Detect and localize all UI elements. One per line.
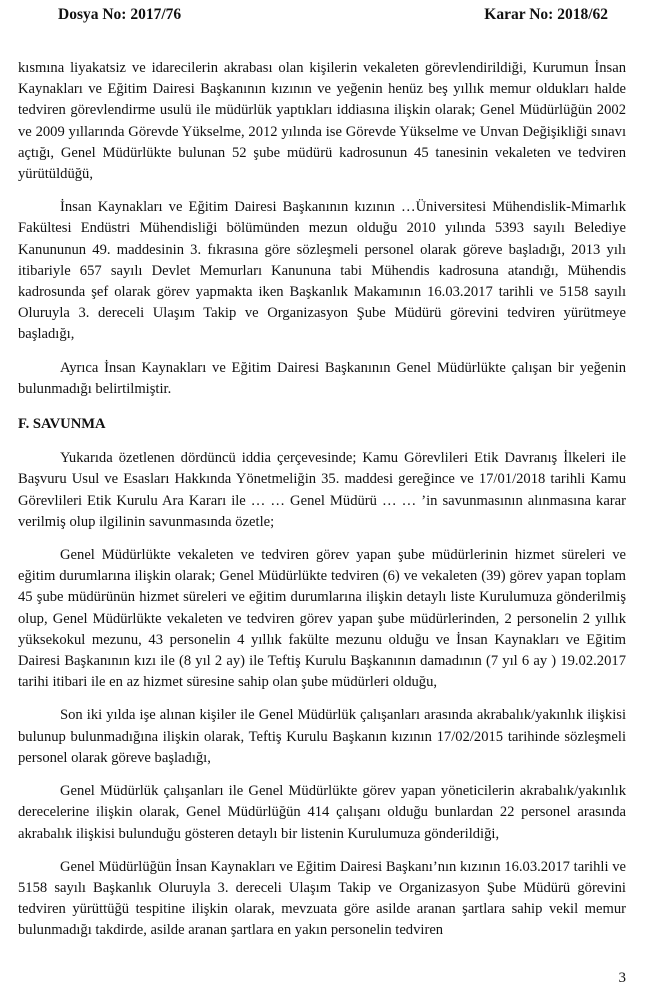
paragraph: İnsan Kaynakları ve Eğitim Dairesi Başkanının kızının …Üniversitesi Mühendislik-Mimarlık Fakültesi Endüstri Mühendisliği bölümünden mezun olduğu 2010 yılında 5393 sayılı Belediye Kanununun 49. maddesinin 3. fıkrasına göre sözleşmeli personel olarak göreve başladığı, 2013 yılı itibariyle 657 sayılı Devlet Memurları Kanununa tabi Mühendis kadrosuna atandığı, Mühendis kadrosunda şef olarak görev yapmakta iken Başkanlık Makamının 16.03.2017 tarihli ve 5158 sayılı Oluruyla 3. dereceli Ulaşım Takip ve Organizasyon Şube Müdürü görevini tedviren yürütmeye başladığı,: [18, 199, 626, 343]
decision-number: Karar No: 2018/62: [484, 6, 608, 23]
paragraph: kısmına liyakatsiz ve idarecilerin akrabası olan kişilerin vekaleten görevlendirildiği, Kurumun İnsan Kaynakları ve Eğitim Dairesi Başkanının kızının ve yeğenin henüz beş yıllık memur oldukları halde tedviren görevlendirme usulü ile müdürlük yaptıkları iddiasına ilişkin olarak; Genel Müdürlüğün 2002 ve 2009 yıllarında Görevde Yükselme, 2012 yılında ise Görevde Yükselme ve Unvan Değişikliği sınavı açtığı, Genel Müdürlükte bulunan 52 şube müdürü kadrosunun 45 tanesinin vekaleten ve tedviren yürütüldüğü,: [18, 60, 626, 183]
section-heading: F. SAVUNMA: [18, 416, 106, 433]
page-header: [58, 6, 608, 28]
paragraph: Genel Müdürlükte vekaleten ve tedviren görev yapan şube müdürlerinin hizmet süreleri ve eğitim durumlarına ilişkin olarak; Genel Müdürlükte tedviren (6) ve vekaleten (39) görev yapan toplam 45 şube müdürünün hizmet süreleri ve eğitim durumlarına ilişkin detaylı liste Kurulumuza gönderilmiş olup, Genel Müdürlükte vekaleten ve tedviren görev yapan şube müdürlerinden, 2 personelin 2 yıllık yüksekokul mezunu, 43 personelin 4 yıllık fakülte mezunu olduğu ve İnsan Kaynakları ve Eğitim Dairesi Başkanının kızı ile (8 yıl 2 ay) ile Teftiş Kurulu Başkanının damadının (7 yıl 6 ay ) 19.02.2017 tarihi itibari ile en az hizmet süresine sahip olan şube müdürleri olduğu,: [18, 547, 626, 691]
paragraph: Genel Müdürlüğün İnsan Kaynakları ve Eğitim Dairesi Başkanı’nın kızının 16.03.2017 tarihli ve 5158 sayılı Başkanlık Oluruyla 3. dereceli Ulaşım Takip ve Organizasyon Şube Müdürü görevini tedviren yürüttüğü tespitine ilişkin olarak, mevzuata göre asilde aranan şartlara sahip vekil memur bulunmadığı takdirde, asilde aranan şartlara en yakın personelin tedviren: [18, 858, 626, 939]
paragraph: Genel Müdürlük çalışanları ile Genel Müdürlükte görev yapan yöneticilerin akrabalık/yakınlık derecelerine ilişkin olarak, Genel Müdürlüğün 414 çalışanı olduğu bunlardan 22 personel arasında akrabalık ilişkisi bulunduğu gösteren detaylı bir listenin Kurulumuza gönderildiği,: [18, 783, 626, 842]
paragraph: Yukarıda özetlenen dördüncü iddia çerçevesinde; Kamu Görevlileri Etik Davranış İlkeleri ile Başvuru Usul ve Esasları Hakkında Yönetmeliğin 35. maddesi gereğince ve 17/01/2018 tarihli Kamu Görevlileri Etik Kurulu Ara Kararı ile … … Genel Müdürü … … ’in savunmasının alınmasına karar verilmiş olup ilgilinin savunmasında özetle;: [18, 450, 626, 530]
paragraph: Son iki yılda işe alınan kişiler ile Genel Müdürlük çalışanları arasında akrabalık/yakınlık ilişkisi bulunup bulunmadığına ilişkin olarak, Teftiş Kurulu Başkanın kızının 17/02/2015 tarihinde sözleşmeli personel olarak göreve başladığı,: [18, 707, 626, 766]
paragraph: Ayrıca İnsan Kaynakları ve Eğitim Dairesi Başkanının Genel Müdürlükte çalışan bir yeğenin bulunmadığı belirtilmiştir.: [18, 359, 626, 397]
document-body: [18, 58, 626, 942]
case-number: Dosya No: 2017/76: [58, 6, 182, 23]
page-number: 3: [618, 970, 626, 986]
